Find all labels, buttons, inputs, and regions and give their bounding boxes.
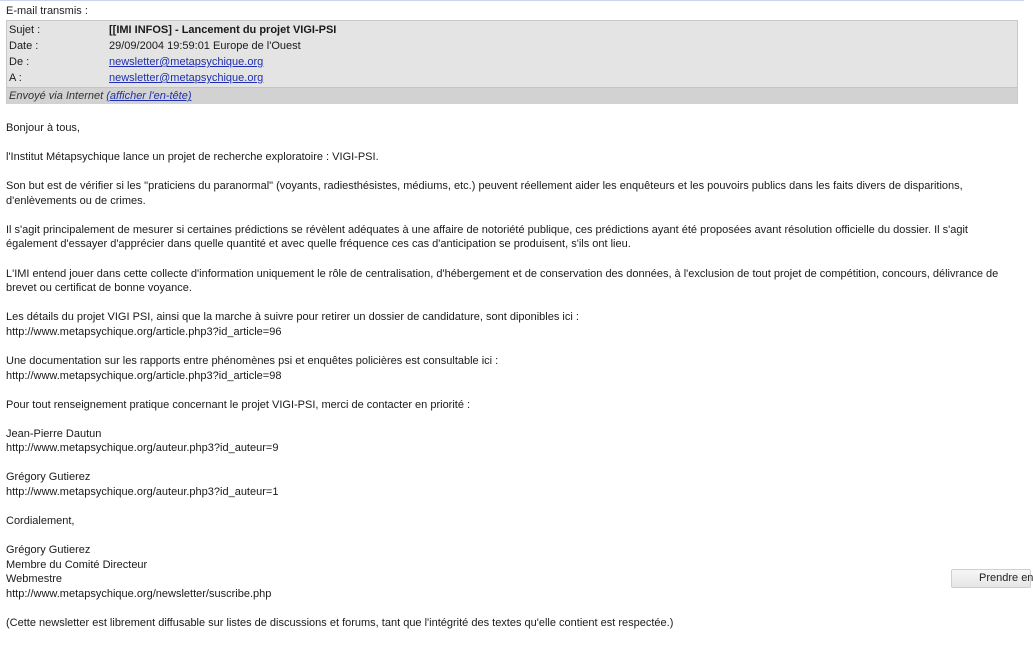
date-value: 29/09/2004 19:59:01 Europe de l'Ouest [109,40,301,52]
to-label: A : [9,72,22,84]
paragraph-intro: l'Institut Métapsychique lance un projet de recherche exploratoire : VIGI-PSI. [6,151,379,164]
sent-via-text: Envoyé via Internet [9,90,104,102]
contact-2-name: Grégory Gutierez [6,471,91,484]
from-label: De : [9,56,30,68]
take-charge-button[interactable]: Prendre en [951,569,1031,588]
details-url[interactable]: http://www.metapsychique.org/article.php3?id_article=96 [6,325,282,338]
paragraph-documentation [6,354,1016,383]
documentation-url[interactable]: http://www.metapsychique.org/article.php3?id_article=98 [6,369,282,382]
subject-row [7,22,1017,38]
documentation-text: Une documentation sur les rapports entre phénomènes psi et enquêtes policières est consultable ici : [6,354,499,367]
subject-label: Sujet : [9,24,41,36]
email-body [6,121,1016,645]
signature-url[interactable]: http://www.metapsychique.org/newsletter/suscribe.php [6,587,272,600]
to-email-link[interactable]: newsletter@metapsychique.org [109,72,264,84]
closing: Cordialement, [6,515,75,528]
paragraph-contact: Pour tout renseignement pratique concernant le projet VIGI-PSI, merci de contacter en priorité : [6,398,471,411]
show-header-link[interactable]: (afficher l'en-tête) [106,90,192,102]
contact-2-url[interactable]: http://www.metapsychique.org/auteur.php3?id_auteur=1 [6,486,279,498]
greeting: Bonjour à tous, [6,122,80,134]
contact-1-name: Jean-Pierre Dautun [6,427,102,440]
details-text: Les détails du projet VIGI PSI, ainsi que la marche à suivre pour retirer un dossier de candidature, sont diponibles ici : [6,311,579,324]
paragraph-details [6,310,1016,339]
paragraph-role: L'IMI entend jouer dans cette collecte d'information uniquement le rôle de centralisation, d'hébergement et de conservation des données, à l'exclusion de tout projet de compétition, concours, délivrance de brevet ou certificat de bonne voyance. [6,267,999,295]
contact-1 [6,427,1016,456]
forwarded-email-title: E-mail transmis : [6,5,88,17]
email-header-panel [6,20,1018,104]
date-row [7,38,1017,54]
from-row [7,54,1017,70]
contact-2 [6,470,1016,499]
paragraph-method: Il s'agit principalement de mesurer si certaines prédictions se révèlent adéquates à une affaire de notoriété publique, ces prédictions ayant été proposées avant résolution officielle du dossier. Il s'agit également d'essayer d'apprécier dans quelle quantité et avec quelle fréquence ces cas d'anticipation se produisent, s'ils ont lieu. [6,223,968,251]
signature-name: Grégory Gutierez [6,544,91,557]
top-divider [0,0,1024,1]
to-row [7,70,1017,86]
signature-role-2: Webmestre [6,573,63,586]
paragraph-goal: Son but est de vérifier si les "praticiens du paranormal" (voyants, radiesthésistes, médiums, etc.) peuvent réellement aider les enquêteurs et les pouvoirs publics dans les faits divers de disparitions, d'enlèvements ou de crimes. [6,180,963,207]
subject-value: [[IMI INFOS] - Lancement du projet VIGI-PSI [109,24,337,36]
footer-note: (Cette newsletter est librement diffusable sur listes de discussions et forums, tant que l'intégrité des textes qu'elle contient est respectée.) [6,617,674,630]
date-label: Date : [9,40,39,52]
contact-1-url[interactable]: http://www.metapsychique.org/auteur.php3?id_auteur=9 [6,442,279,455]
from-email-link[interactable]: newsletter@metapsychique.org [109,56,264,68]
sent-via-bar [7,87,1017,104]
signature-role-1: Membre du Comité Directeur [6,558,148,571]
signature [6,543,1016,601]
